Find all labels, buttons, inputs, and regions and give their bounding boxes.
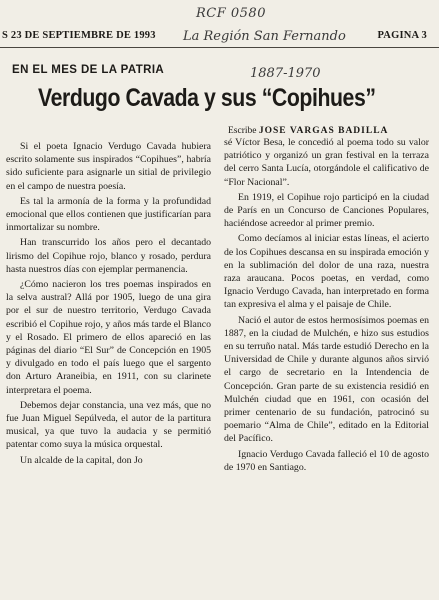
byline (228, 126, 388, 136)
article-title: Verdugo Cavada y sus “Copihues” (38, 84, 376, 112)
paragraph: Es tal la armonía de la forma y la profundidad emocional que ellos contienen que justificarían para inmortalizar su nombre. (6, 195, 211, 234)
page-number: PAGINA 3 (377, 30, 427, 41)
header-rule (0, 47, 439, 48)
paragraph: Como decíamos al iniciar estas líneas, el acierto de los Copihues descansa en su inspirada emoción y en la sublimación del dolor de una raza, nuestra raza araucana. Pocos poetas, en verdad, como Ignacio Verdugo Cavada, han interpretado en forma tan expresiva el alma y el paisaje de Chile. (224, 233, 429, 311)
paragraph: Un alcalde de la capital, don Jo (20, 454, 143, 466)
archive-code-handwriting: RCF 0580 (196, 6, 266, 21)
byline-prefix: Escribe (228, 126, 257, 136)
years-handwriting: 1887-1970 (250, 66, 321, 81)
article-column-right (224, 136, 429, 586)
article-column-left (6, 140, 211, 590)
paragraph: Si el poeta Ignacio Verdugo Cavada hubiera escrito solamente sus inspirados “Copihues”, habría sido suficiente para asignarle un sitial de privilegio en el campo de nuestra poesía. (6, 141, 211, 192)
issue-date: S 23 DE SEPTIEMBRE DE 1993 (2, 30, 156, 41)
paragraph: sé Víctor Besa, le concedió al poema todo su valor patriótico y organizó un gran festival en la terraza del cerro Santa Lucía, otorgándole el calificativo de “Flor Nacional”. (224, 137, 429, 188)
paragraph: Ignacio Verdugo Cavada falleció el 10 de agosto de 1970 en Santiago. (224, 448, 429, 473)
paragraph: Han transcurrido los años pero el decantado lirismo del Copihue rojo, blanco y rosado, perdura hasta nuestros días con ejemplar permanencia. (6, 237, 211, 275)
byline-author: JOSE VARGAS BADILLA (258, 126, 389, 136)
paragraph: ¿Cómo nacieron los tres poemas inspirados en la selva austral? Allá por 1905, luego de una gira por el sur de nuestro territorio, Verdugo Cavada escribió el Copihue rojo, y años más tarde el Blanco y el Rosado. El primero de ellos apareció en las páginas del diario “El Sur” de Concepción en 1905 y divulgado en todo el país luego que el sargento don Arturo Araneibia, en 1911, con su clarinete interpretara el poema. (6, 279, 211, 396)
section-kicker: EN EL MES DE LA PATRIA (12, 64, 165, 76)
paragraph: Debemos dejar constancia, una vez más, que no fue Juan Miguel Sepúlveda, el autor de la partitura musical, ya que tuvo la audacia y se permitió patentar como suya la música orquestal. (6, 399, 211, 451)
paragraph: En 1919, el Copihue rojo participó en la ciudad de París en un Concurso de Canciones Populares, haciéndose acreedor al primer premio. (224, 191, 429, 230)
source-handwriting: La Región San Fernando (183, 29, 346, 44)
paragraph: Nació el autor de estos hermosísimos poemas en 1887, en la ciudad de Mulchén, e hizo sus estudios en su terruño natal. Más tarde estudió Derecho en la Universidad de Chile y durante algunos años sirvió el cargo de secretario en la Intendencia de Concepción. Gran parte de su existencia residió en Mulchén ciudad que en 1961, con ocasión del primer centenario de su fundación, patrocinó su poemario “Alma de Chile”, editado en la Editorial del Pacífico. (224, 314, 429, 445)
